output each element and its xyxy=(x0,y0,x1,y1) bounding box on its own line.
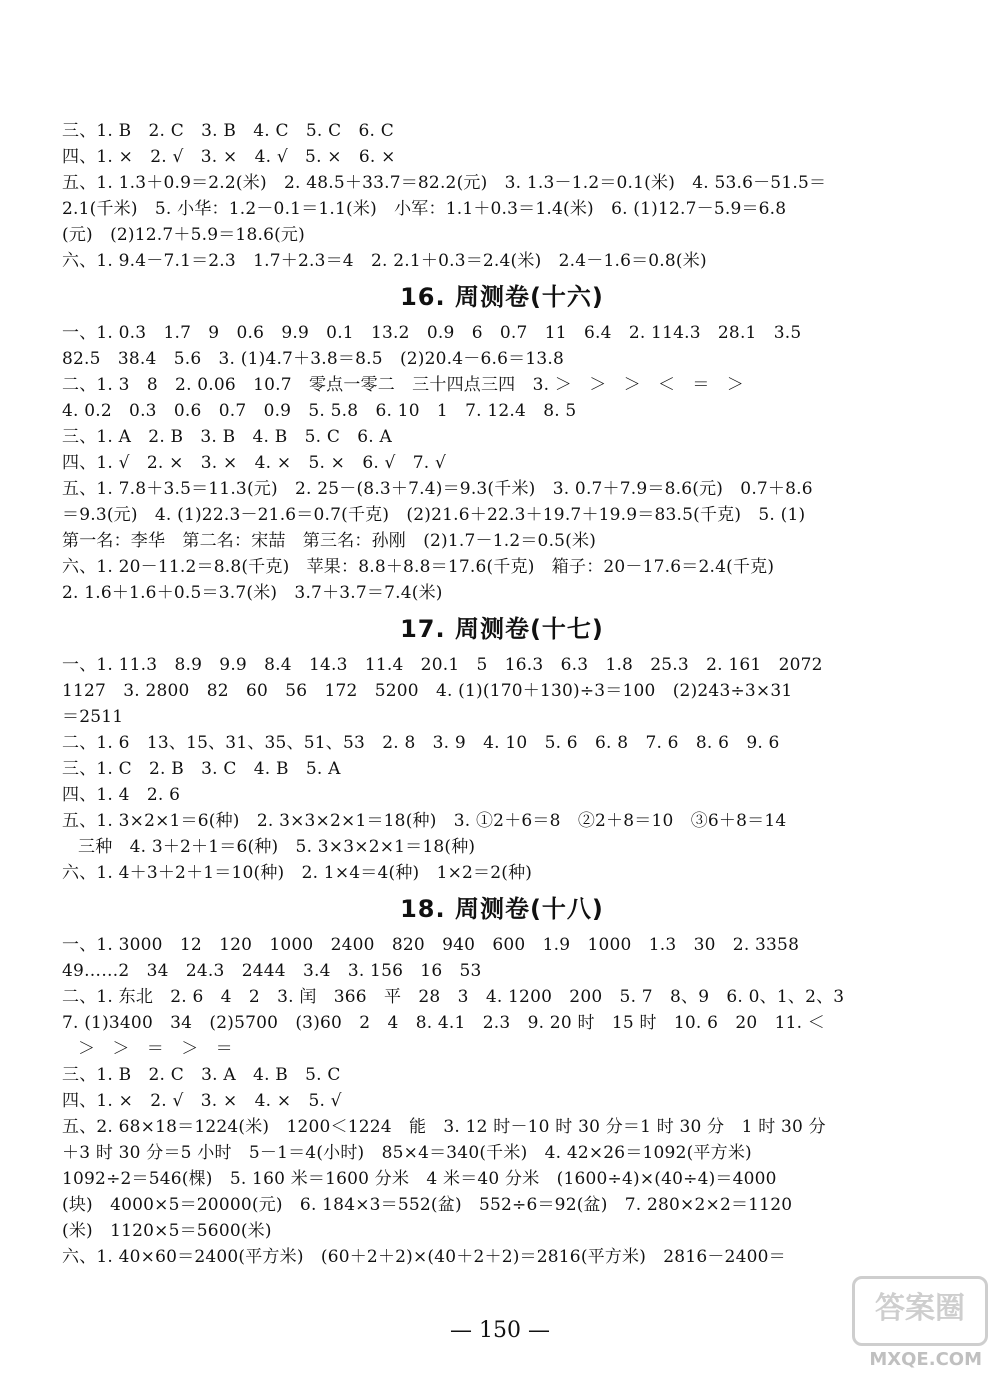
answer-line: 二、1. 6 13、15、31、35、51、53 2. 8 3. 9 4. 10 5. 6 6. 8 7. 6 8. 6 9. 6 xyxy=(62,733,780,753)
section-15-tail xyxy=(62,118,942,274)
answer-line: 第一名：李华 第二名：宋喆 第三名：孙刚 (2)1.7－1.2＝0.5(米) xyxy=(62,531,597,551)
answer-line: 1092÷2＝546(棵) 5. 160 米＝1600 分米 4 米＝40 分米 (1600÷4)×(40÷4)＝4000 xyxy=(62,1169,777,1189)
answer-line: 三、1. C 2. B 3. C 4. B 5. A xyxy=(62,759,341,779)
answer-line: 五、1. 1.3＋0.9＝2.2(米) 2. 48.5＋33.7＝82.2(元) 3. 1.3－1.2＝0.1(米) 4. 53.6－51.5＝ xyxy=(62,173,827,193)
section-heading-17: 17. 周测卷(十七) xyxy=(400,615,604,643)
answer-line: 1127 3. 2800 82 60 56 172 5200 4. (1)(170＋130)÷3＝100 (2)243÷3×31 xyxy=(62,681,793,701)
answer-line: 五、1. 3×2×1＝6(种) 2. 3×3×2×1＝18(种) 3. ①2＋6＝8 ②2＋8＝10 ③6＋8＝14 xyxy=(62,811,787,831)
answer-line: (米) 1120×5＝5600(米) xyxy=(62,1221,272,1241)
answer-line: (块) 4000×5＝20000(元) 6. 184×3＝552(盆) 552÷6＝92(盆) 7. 280×2×2＝1120 xyxy=(62,1195,793,1215)
answer-line: 三、1. B 2. C 3. A 4. B 5. C xyxy=(62,1065,341,1085)
answer-line: (元) (2)12.7＋5.9＝18.6(元) xyxy=(62,225,305,245)
answer-line: ＝9.3(元) 4. (1)22.3－21.6＝0.7(千克) (2)21.6＋22.3＋19.7＋19.9＝83.5(千克) 5. (1) xyxy=(62,505,806,525)
answer-line: ＋3 时 30 分＝5 小时 5－1＝4(小时) 85×4＝340(千米) 4. 42×26＝1092(平方米) xyxy=(62,1143,752,1163)
section-16 xyxy=(62,320,942,606)
section-17 xyxy=(62,652,942,886)
watermark-logo: 答案圈 xyxy=(852,1276,988,1346)
answer-line: 三种 4. 3＋2＋1＝6(种) 5. 3×3×2×1＝18(种) xyxy=(78,837,476,857)
answer-line: 一、1. 3000 12 120 1000 2400 820 940 600 1.9 1000 1.3 30 2. 3358 xyxy=(62,935,800,955)
answer-line: 六、1. 40×60＝2400(平方米) (60＋2＋2)×(40＋2＋2)＝2816(平方米) 2816－2400＝ xyxy=(62,1247,786,1267)
answer-line: 82.5 38.4 5.6 3. (1)4.7＋3.8＝8.5 (2)20.4－6.6＝13.8 xyxy=(62,349,564,369)
answer-line: 一、1. 11.3 8.9 9.9 8.4 14.3 11.4 20.1 5 16.3 6.3 1.8 25.3 2. 161 2072 xyxy=(62,655,823,675)
answer-line: 五、2. 68×18＝1224(米) 1200＜1224 能 3. 12 时－10 时 30 分＝1 时 30 分 1 时 30 分 xyxy=(62,1117,826,1137)
answer-line: 二、1. 3 8 2. 0.06 10.7 零点一零二 三十四点三四 3. ＞ ＞ ＞ ＜ ＝ ＞ xyxy=(62,375,745,395)
watermark-url: MXQE.COM xyxy=(869,1349,982,1370)
page-number: — 150 — xyxy=(450,1318,550,1343)
answer-content xyxy=(62,118,942,1270)
section-heading-18: 18. 周测卷(十八) xyxy=(400,895,604,923)
answer-line: 7. (1)3400 34 (2)5700 (3)60 2 4 8. 4.1 2.3 9. 20 时 15 时 10. 6 20 11. ＜ xyxy=(62,1013,826,1033)
answer-line: 四、1. × 2. √ 3. × 4. √ 5. × 6. × xyxy=(62,147,396,167)
answer-line: 六、1. 4＋3＋2＋1＝10(种) 2. 1×4＝4(种) 1×2＝2(种) xyxy=(62,863,533,883)
answer-line: ＞ ＞ ＝ ＞ ＝ xyxy=(78,1039,233,1059)
answer-line: 49……2 34 24.3 2444 3.4 3. 156 16 53 xyxy=(62,961,482,981)
answer-line: 2.1(千米) 5. 小华：1.2－0.1＝1.1(米) 小军：1.1＋0.3＝1.4(米) 6. (1)12.7－5.9＝6.8 xyxy=(62,199,787,219)
answer-line: ＝2511 xyxy=(62,707,124,727)
answer-line: 2. 1.6＋1.6＋0.5＝3.7(米) 3.7＋3.7＝7.4(米) xyxy=(62,583,443,603)
answer-line: 四、1. √ 2. × 3. × 4. × 5. × 6. √ 7. √ xyxy=(62,453,447,473)
answer-line: 三、1. B 2. C 3. B 4. C 5. C 6. C xyxy=(62,121,394,141)
answer-line: 六、1. 20－11.2＝8.8(千克) 苹果：8.8＋8.8＝17.6(千克) 箱子：20－17.6＝2.4(千克) xyxy=(62,557,775,577)
answer-line: 4. 0.2 0.3 0.6 0.7 0.9 5. 5.8 6. 10 1 7. 12.4 8. 5 xyxy=(62,401,577,421)
answer-line: 五、1. 7.8＋3.5＝11.3(元) 2. 25－(8.3＋7.4)＝9.3(千米) 3. 0.7＋7.9＝8.6(元) 0.7＋8.6 xyxy=(62,479,813,499)
answer-line: 四、1. 4 2. 6 xyxy=(62,785,181,805)
section-heading-16: 16. 周测卷(十六) xyxy=(400,283,604,311)
section-18 xyxy=(62,932,942,1270)
answer-line: 一、1. 0.3 1.7 9 0.6 9.9 0.1 13.2 0.9 6 0.7 11 6.4 2. 114.3 28.1 3.5 xyxy=(62,323,802,343)
answer-line: 三、1. A 2. B 3. B 4. B 5. C 6. A xyxy=(62,427,392,447)
answer-line: 二、1. 东北 2. 6 4 2 3. 闰 366 平 28 3 4. 1200 200 5. 7 8、9 6. 0、1、2、3 xyxy=(62,987,845,1007)
answer-line: 六、1. 9.4－7.1＝2.3 1.7＋2.3＝4 2. 2.1＋0.3＝2.4(米) 2.4－1.6＝0.8(米) xyxy=(62,251,707,271)
answer-line: 四、1. × 2. √ 3. × 4. × 5. √ xyxy=(62,1091,342,1111)
